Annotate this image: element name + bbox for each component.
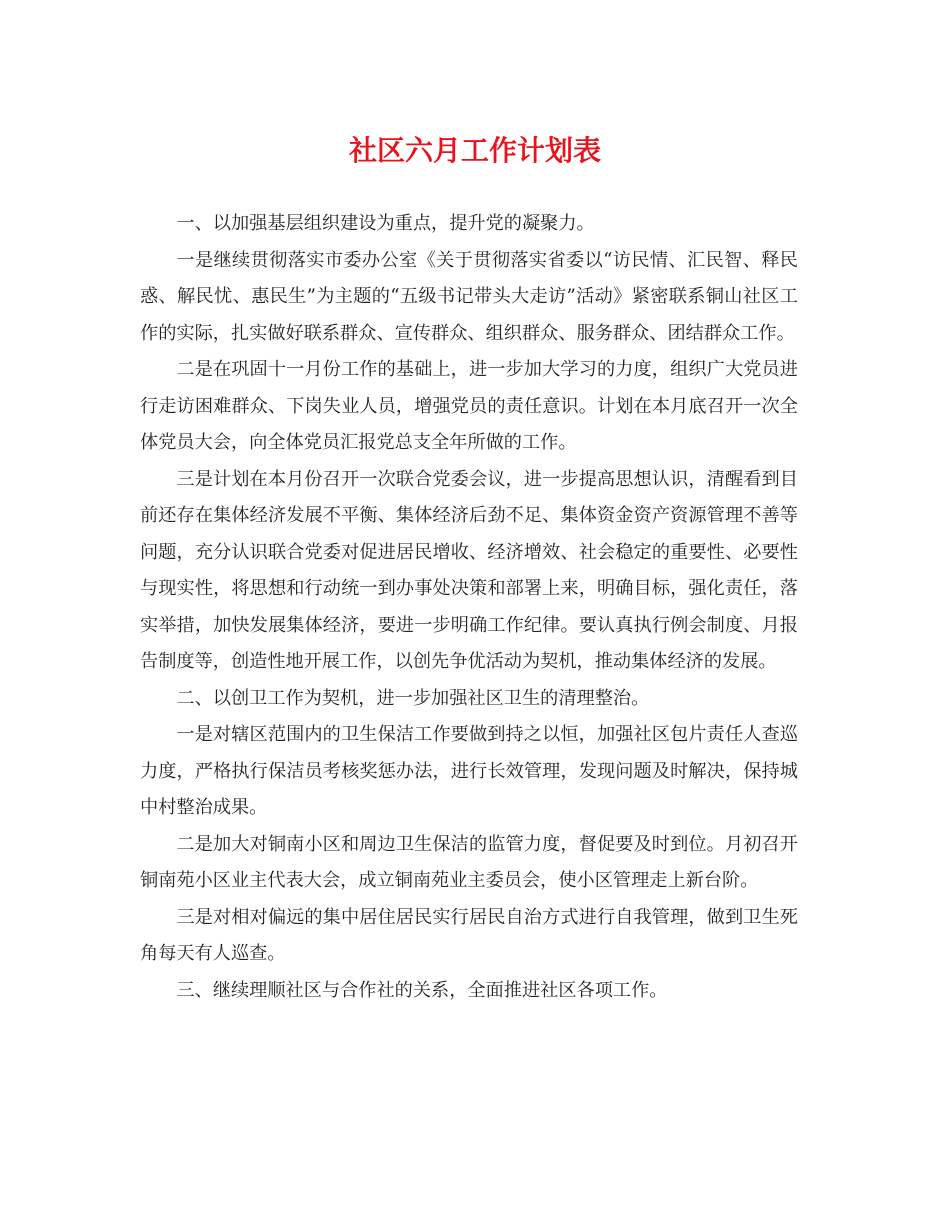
paragraph: 一是对辖区范围内的卫生保洁工作要做到持之以恒，加强社区包片责任人查巡力度，严格执行保洁员考核奖惩办法，进行长效管理，发现问题及时解决，保持城中村整治成果。 — [140, 724, 798, 818]
section-heading-3: 三、继续理顺社区与合作社的关系，全面推进社区各项工作。 — [176, 979, 668, 1001]
document-title: 社区六月工作计划表 — [348, 134, 601, 167]
paragraph: 一是继续贯彻落实市委办公室《关于贯彻落实省委以“访民情、汇民智、释民惑、解民忧、惠民生”为主题的“五级书记带头大走访”活动》紧密联系铜山社区工作的实际，扎实做好联系群众、宣传群众、组织群众、服务群众、团结群众工作。 — [140, 249, 798, 344]
section-heading-1: 一、以加强基层组织建设为重点，提升党的凝聚力。 — [176, 213, 595, 234]
paragraph: 二是在巩固十一月份工作的基础上，进一步加大学习的力度，组织广大党员进行走访困难群众、下岗失业人员，增强党员的责任意识。计划在本月底召开一次全体党员大会，向全体党员汇报党总支全年所做的工作。 — [140, 359, 798, 453]
paragraph: 三是对相对偏远的集中居住居民实行居民自治方式进行自我管理，做到卫生死角每天有人巡查。 — [140, 906, 798, 964]
section-heading-2: 二、以创卫工作为契机，进一步加强社区卫生的清理整治。 — [176, 687, 650, 709]
document-body — [140, 206, 798, 1009]
paragraph: 三是计划在本月份召开一次联合党委会议，进一步提高思想认识，清醒看到目前还存在集体经济发展不平衡、集体经济后劲不足、集体资金资产资源管理不善等问题，充分认识联合党委对促进居民增收、经济增效、社会稳定的重要性、必要性与现实性，将思想和行动统一到办事处决策和部署上来，明确目标，强化责任，落实举措，加快发展集体经济，要进一步明确工作纪律。要认真执行例会制度、月报告制度等，创造性地开展工作，以创先争优活动为契机，推动集体经济的发展。 — [140, 468, 798, 672]
paragraph: 二是加大对铜南小区和周边卫生保洁的监管力度，督促要及时到位。月初召开铜南苑小区业主代表大会，成立铜南苑业主委员会，使小区管理走上新台阶。 — [140, 833, 798, 891]
